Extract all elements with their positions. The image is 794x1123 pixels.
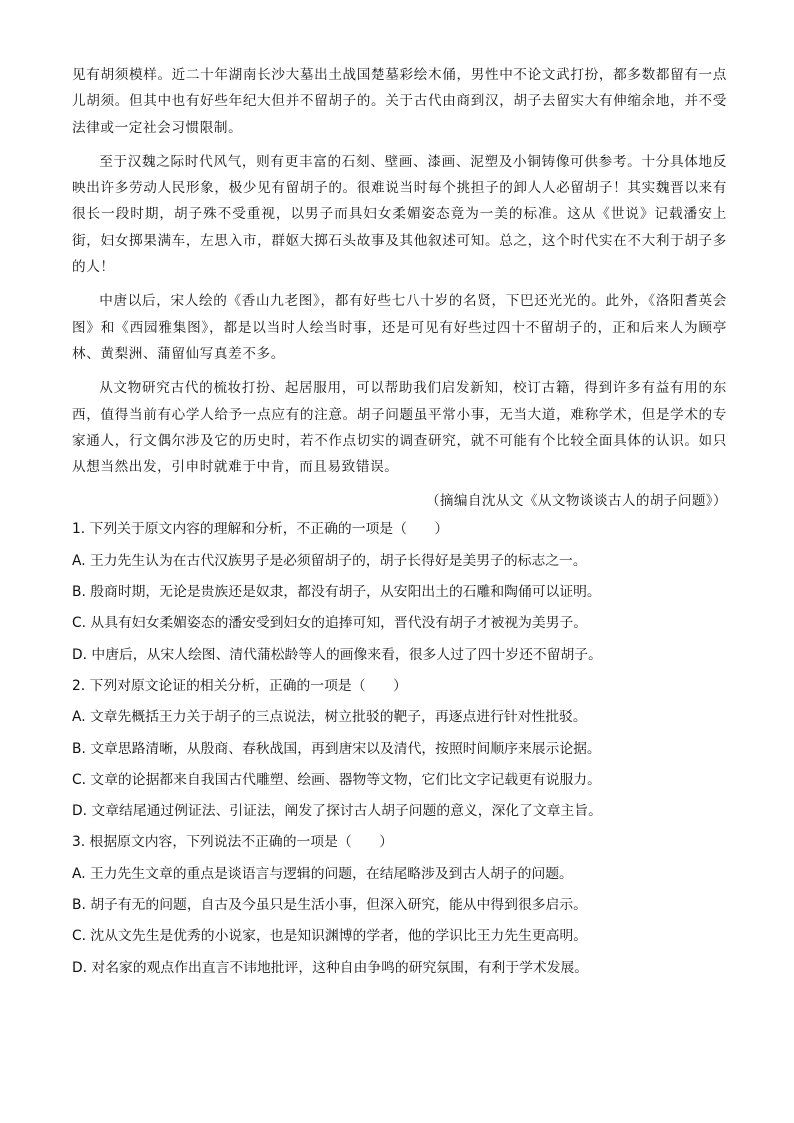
question-stem: 2. 下列对原文论证的相关分析，正确的一项是（ ） xyxy=(72,677,407,694)
question-2 xyxy=(72,671,727,827)
question-stem: 3. 根据原文内容，下列说法不正确的一项是（ ） xyxy=(72,834,394,851)
exam-page xyxy=(72,62,727,984)
passage-paragraph-3: 中唐以后，宋人绘的《香山九老图》，都有好些七八十岁的名贤，下巴还光光的。此外，《洛阳耆英会图》和《西园雅集图》，都是以当时人绘当时事，还是可见有好些过四十不留胡子的，正和后来人为顾亭林、黄梨洲、蒲留仙写真差不多。 xyxy=(72,293,727,362)
passage-paragraph-2: 至于汉魏之际时代风气，则有更丰富的石刻、壁画、漆画、泥塑及小铜铸像可供参考。十分具体地反映出许多劳动人民形象，极少见有留胡子的。很难说当时每个挑担子的卸人人必留胡子！其实魏晋以来有很长一段时期，胡子殊不受重视，以男子而具妇女柔媚姿态竟为一美的标准。这从《世说》记载潘安上街，妇女掷果满车，左思入市，群妪大掷石头故事及其他叙述可知。总之，这个时代实在不大利于胡子多的人！ xyxy=(72,153,727,276)
question-stem: 1. 下列关于原文内容的理解和分析，不正确的一项是（ ） xyxy=(72,521,449,538)
reading-passage xyxy=(72,62,727,514)
option-d: D. 文章结尾通过例证法、引证法，阐发了探讨古人胡子问题的意义，深化了文章主旨。 xyxy=(72,803,602,820)
option-a: A. 王力先生认为在古代汉族男子是必须留胡子的，胡子长得好是美男子的标志之一。 xyxy=(72,552,587,569)
passage-source: （摘编自沈从文《从文物谈谈古人的胡子问题》） xyxy=(425,493,727,510)
option-a: A. 王力先生文章的重点是谈语言与逻辑的问题，在结尾略涉及到古人胡子的问题。 xyxy=(72,865,573,882)
question-3 xyxy=(72,827,727,983)
option-b: B. 胡子有无的问题，自古及今虽只是生活小事，但深入研究，能从中得到很多启示。 xyxy=(72,897,587,914)
option-c: C. 沈从文先生是优秀的小说家，也是知识渊博的学者，他的学识比王力先生更高明。 xyxy=(72,928,588,945)
question-1 xyxy=(72,514,727,670)
option-b: B. 文章思路清晰，从殷商、春秋战国，再到唐宋以及清代，按照时间顺序来展示论据。 xyxy=(72,740,601,757)
option-c: C. 从具有妇女柔媚姿态的潘安受到妇女的追捧可知，晋代没有胡子才被视为美男子。 xyxy=(72,615,588,632)
option-d: D. 中唐后，从宋人绘图、清代蒲松龄等人的画像来看，很多人过了四十岁还不留胡子。 xyxy=(72,646,602,663)
option-a: A. 文章先概括王力关于胡子的三点说法，树立批驳的靶子，再逐点进行针对性批驳。 xyxy=(72,709,587,726)
option-c: C. 文章的论据都来自我国古代雕塑、绘画、器物等文物，它们比文字记载更有说服力。 xyxy=(72,771,601,788)
option-d: D. 对名家的观点作出直言不讳地批评，这种自由争鸣的研究氛围，有利于学术发展。 xyxy=(72,959,589,976)
passage-paragraph-1: 见有胡须模样。近二十年湖南长沙大墓出土战国楚墓彩绘木俑，男性中不论文武打扮，都多数都留有一点儿胡须。但其中也有好些年纪大但并不留胡子的。关于古代由商到汉，胡子去留实大有伸缩余地，并不受法律或一定社会习惯限制。 xyxy=(72,67,727,136)
option-b: B. 殷商时期，无论是贵族还是奴隶，都没有胡子，从安阳出土的石雕和陶俑可以证明。 xyxy=(72,584,601,601)
passage-paragraph-4: 从文物研究古代的梳妆打扮、起居服用，可以帮助我们启发新知，校订古籍，得到许多有益有用的东西，值得当前有心学人给予一点应有的注意。胡子问题虽平常小事，无当大道，难称学术，但是学术的专家通人，行文偶尔涉及它的历史时，若不作点切实的调查研究，就不可能有个比较全面具体的认识。如只从想当然出发，引申时就难于中肯，而且易致错误。 xyxy=(72,380,727,476)
